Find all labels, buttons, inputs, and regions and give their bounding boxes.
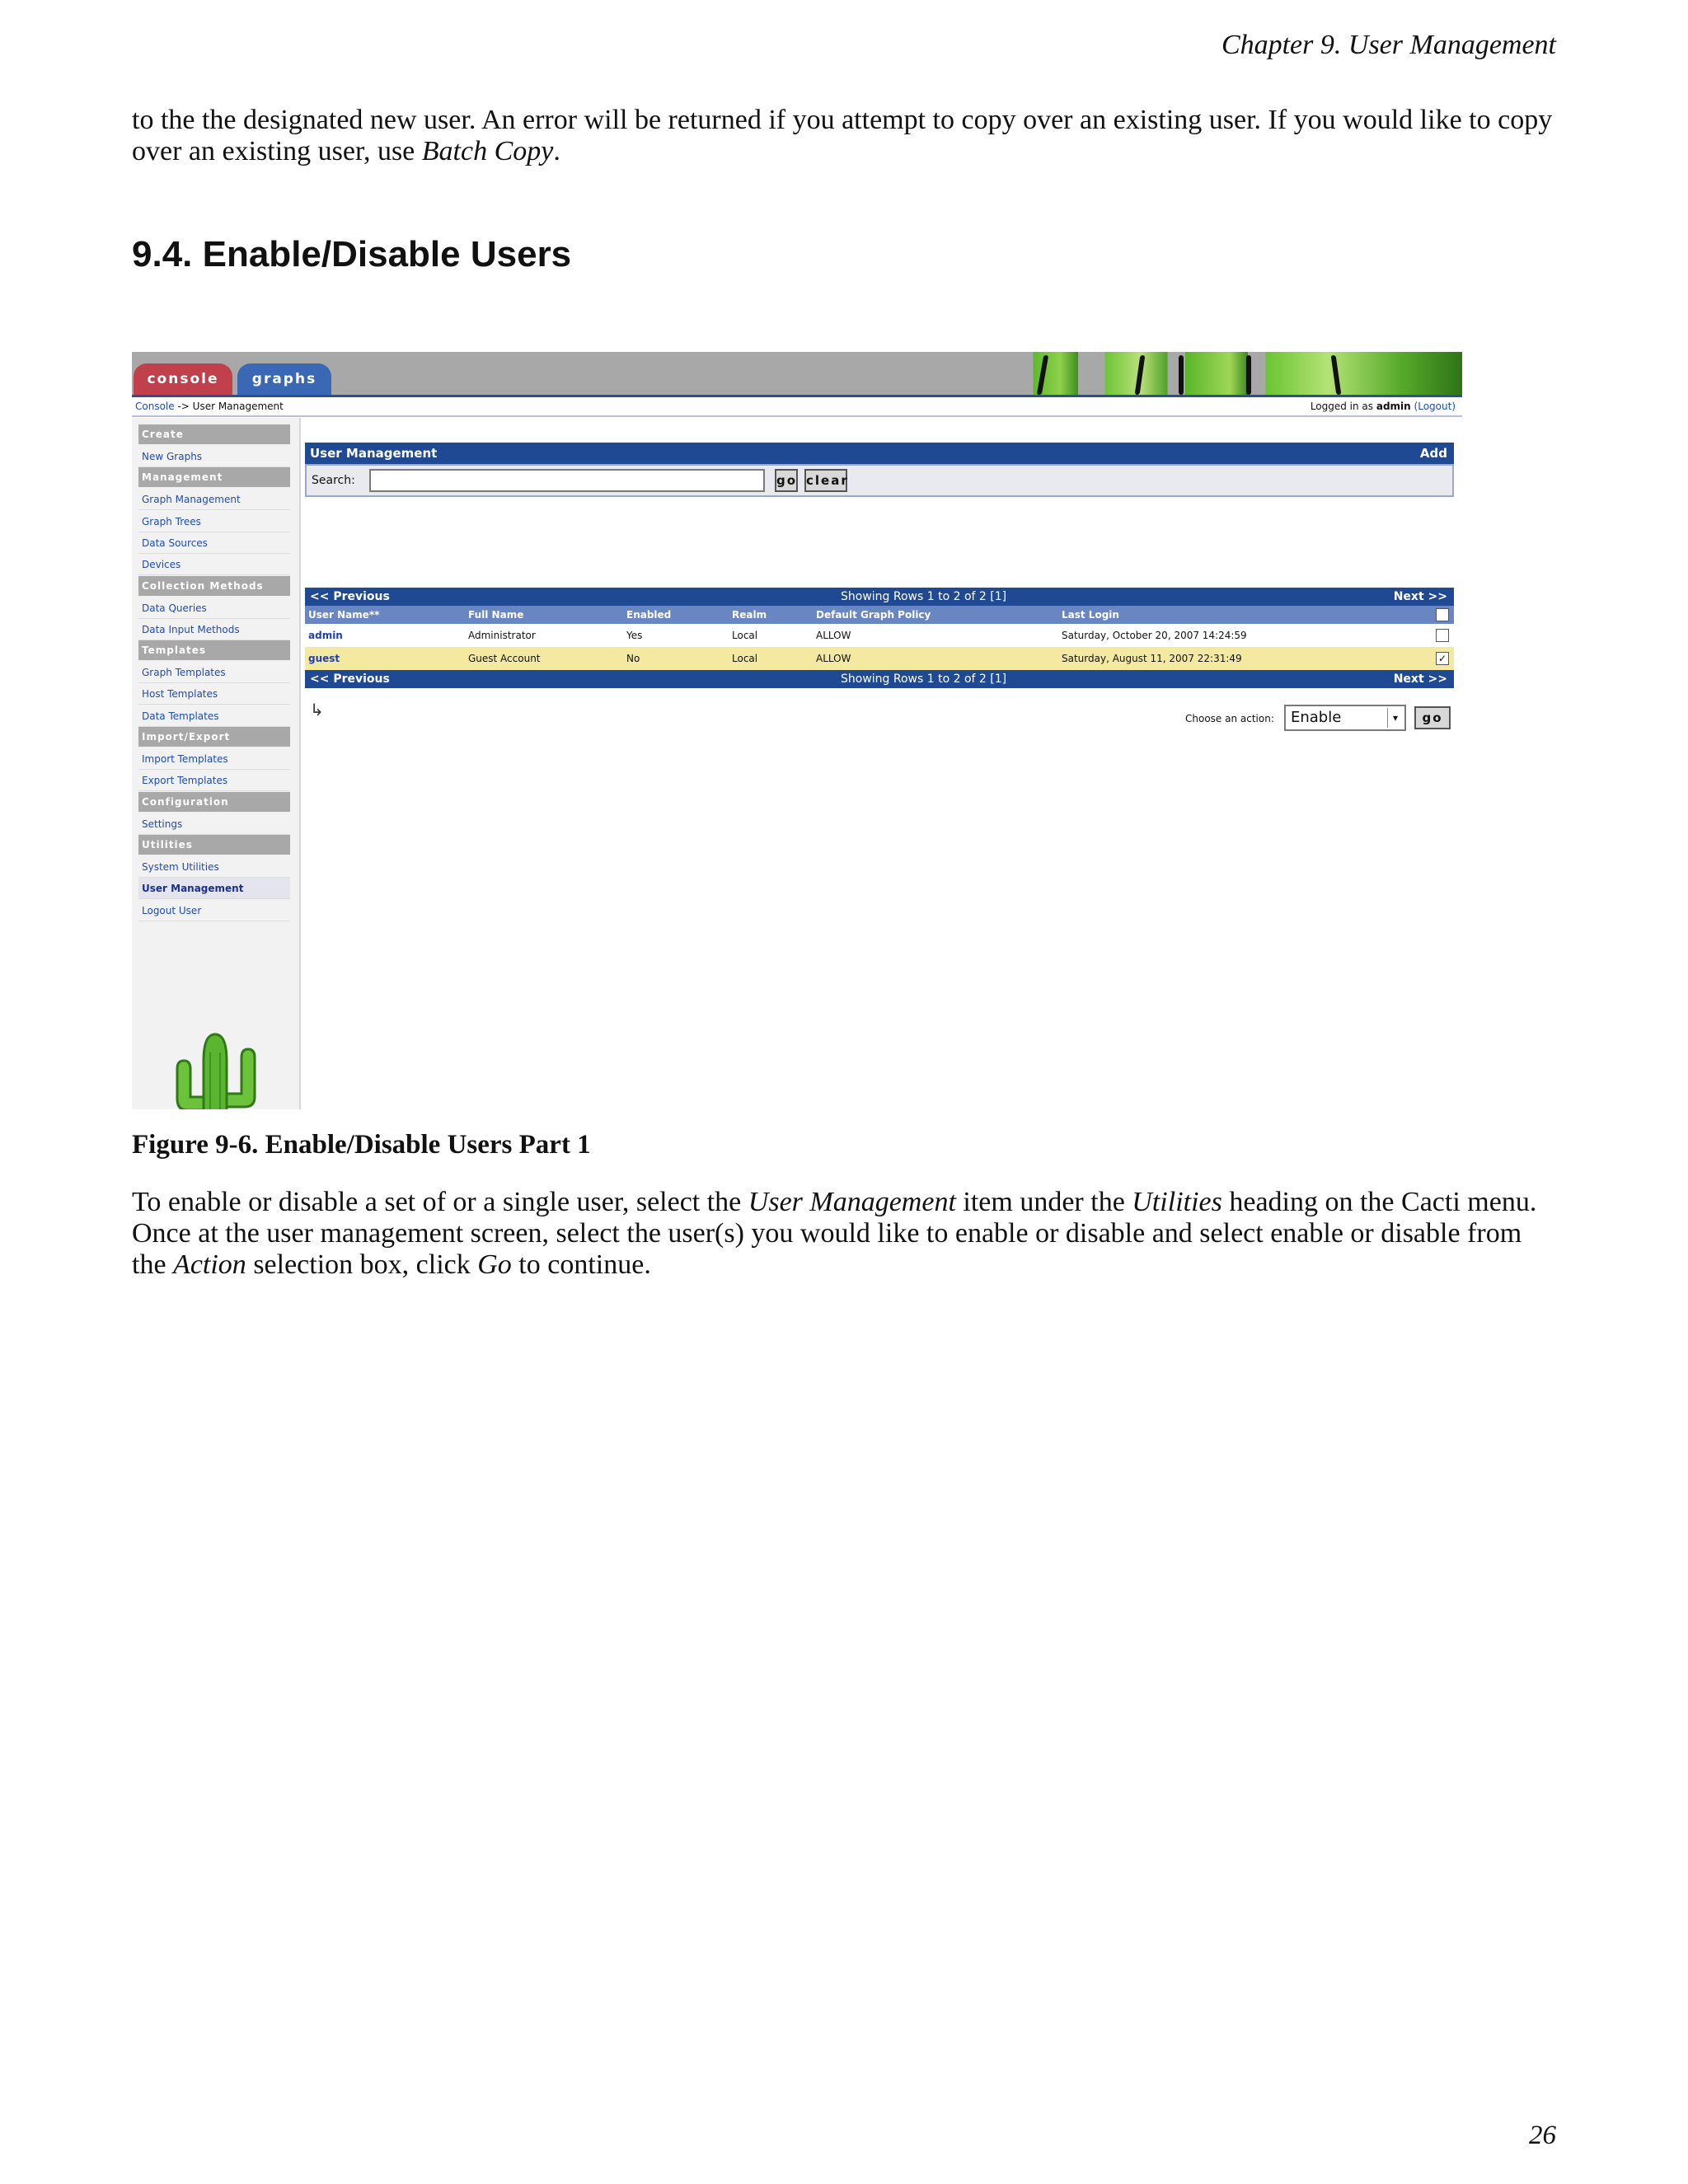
previous-link[interactable]: << Previous <box>310 673 390 686</box>
return-arrow-icon: ↳ <box>310 700 324 719</box>
sidebar-item[interactable]: Host Templates <box>138 683 290 705</box>
enabled-value: Yes <box>626 630 643 641</box>
sidebar-item[interactable]: Graph Management <box>138 489 290 510</box>
sidebar-item[interactable]: Export Templates <box>138 770 290 791</box>
sidebar-item[interactable]: Import Templates <box>138 748 290 770</box>
table-row <box>305 624 1454 647</box>
pagination-top <box>305 588 1454 606</box>
sidebar-item[interactable]: Devices <box>138 554 290 575</box>
instruction-paragraph <box>132 1187 1556 1281</box>
text: . <box>553 136 560 166</box>
sidebar-item[interactable]: User Management <box>138 878 290 899</box>
sidebar-heading: Configuration <box>138 792 290 812</box>
banner-stroke <box>1179 355 1184 395</box>
tab-console[interactable]: console <box>134 363 232 395</box>
login-prefix: Logged in as <box>1310 401 1376 412</box>
breadcrumb <box>132 397 1462 415</box>
emphasis: User Management <box>748 1187 956 1217</box>
cactus-banner-logo <box>1015 352 1462 395</box>
sidebar-heading: Create <box>138 424 290 444</box>
figure-caption: Figure 9-6. Enable/Disable Users Part 1 <box>132 1130 591 1160</box>
cacti-screenshot-figure <box>132 352 1462 1109</box>
emphasis: Go <box>477 1249 512 1280</box>
chevron-down-icon: ▾ <box>1387 708 1403 728</box>
user-name-link[interactable]: admin <box>308 630 343 641</box>
column-header[interactable]: User Name** <box>308 609 380 621</box>
page-number: 26 <box>1529 2121 1556 2150</box>
sidebar-item[interactable]: Data Input Methods <box>138 619 290 640</box>
action-go-button[interactable]: go <box>1414 706 1451 729</box>
sidebar-item[interactable]: New Graphs <box>138 446 290 467</box>
rows-info: Showing Rows 1 to 2 of 2 [1] <box>841 590 1007 603</box>
search-clear-button[interactable]: clear <box>804 469 847 492</box>
realm-value: Local <box>732 630 758 641</box>
sidebar-item[interactable]: Data Queries <box>138 598 290 619</box>
section-title: 9.4. Enable/Disable Users <box>132 234 572 274</box>
search-go-button[interactable]: go <box>775 469 798 492</box>
breadcrumb-console-link[interactable]: Console <box>135 401 175 412</box>
panel-title: User Management <box>310 446 438 461</box>
pagination-bottom <box>305 670 1454 688</box>
full-name: Administrator <box>468 630 536 641</box>
last-login-value: Saturday, October 20, 2007 14:24:59 <box>1062 630 1247 641</box>
banner-stroke <box>1246 355 1251 395</box>
next-link[interactable]: Next >> <box>1393 673 1447 686</box>
table-row <box>305 647 1454 670</box>
breadcrumb-path <box>135 397 284 415</box>
full-name: Guest Account <box>468 653 541 664</box>
enabled-value: No <box>626 653 640 664</box>
tab-graphs[interactable]: graphs <box>237 363 331 395</box>
sidebar-menu <box>132 418 301 1109</box>
emphasis: Batch Copy <box>421 136 554 166</box>
policy-value: ALLOW <box>816 653 851 664</box>
banner-stroke <box>1331 355 1342 395</box>
intro-paragraph <box>132 105 1556 167</box>
rows-info: Showing Rows 1 to 2 of 2 [1] <box>841 673 1007 686</box>
breadcrumb-divider <box>132 415 1462 417</box>
column-header[interactable]: Realm <box>732 609 767 621</box>
sidebar-item[interactable]: Graph Templates <box>138 662 290 683</box>
realm-value: Local <box>732 653 758 664</box>
column-header[interactable]: Last Login <box>1062 609 1119 621</box>
sidebar-heading: Templates <box>138 640 290 660</box>
login-user: admin <box>1376 401 1411 412</box>
main-content <box>305 418 1462 1109</box>
banner-stroke <box>1135 355 1146 395</box>
sidebar-item[interactable]: Logout User <box>138 900 290 921</box>
text: to continue. <box>511 1249 651 1280</box>
action-label: Choose an action: <box>1185 713 1274 724</box>
sidebar-item[interactable]: Settings <box>138 813 290 835</box>
column-header[interactable]: Default Graph Policy <box>816 609 931 621</box>
action-select[interactable] <box>1284 705 1406 731</box>
search-input[interactable] <box>369 469 765 492</box>
previous-link[interactable]: << Previous <box>310 590 390 603</box>
sidebar-item[interactable]: System Utilities <box>138 856 290 878</box>
running-head: Chapter 9. User Management <box>1221 30 1556 60</box>
add-user-link[interactable]: Add <box>1419 446 1447 461</box>
sidebar-heading: Utilities <box>138 835 290 855</box>
next-link[interactable]: Next >> <box>1393 590 1447 603</box>
table-header <box>305 606 1454 624</box>
user-name-link[interactable]: guest <box>308 653 340 664</box>
search-label: Search: <box>312 474 355 487</box>
select-all-checkbox[interactable] <box>1436 608 1449 621</box>
last-login-value: Saturday, August 11, 2007 22:31:49 <box>1062 653 1242 664</box>
sidebar-item[interactable]: Data Templates <box>138 705 290 727</box>
text: item under the <box>955 1187 1132 1217</box>
column-header[interactable]: Full Name <box>468 609 524 621</box>
emphasis: Utilities <box>1132 1187 1222 1217</box>
sidebar-item[interactable]: Graph Trees <box>138 511 290 532</box>
sidebar-heading: Collection Methods <box>138 576 290 596</box>
cactus-logo-icon <box>169 1028 261 1109</box>
breadcrumb-current: -> User Management <box>174 401 284 412</box>
banner-stroke <box>1037 355 1048 395</box>
text: selection box, click <box>246 1249 478 1280</box>
text: To enable or disable a set of or a single user, select the <box>132 1187 748 1217</box>
sidebar-heading: Import/Export <box>138 727 290 747</box>
text: to the the designated new user. An error will be returned if you attempt to copy over an existing user. If you would like to copy over an existing user, use <box>132 105 1553 166</box>
text: heading on the Cacti menu. Once at the user management screen, select the user(s) you would like to enable or disable and select enable or disable from the <box>132 1187 1537 1280</box>
emphasis: Action <box>173 1249 246 1280</box>
login-status <box>1311 397 1456 415</box>
sidebar-item[interactable]: Data Sources <box>138 532 290 554</box>
panel-header <box>305 443 1454 464</box>
search-bar <box>305 464 1454 497</box>
column-header[interactable]: Enabled <box>626 609 672 621</box>
policy-value: ALLOW <box>816 630 851 641</box>
logout-link[interactable]: (Logout) <box>1414 401 1456 412</box>
row-checkbox-checked[interactable]: ✓ <box>1436 652 1449 665</box>
row-checkbox[interactable] <box>1436 629 1449 642</box>
sidebar-heading: Management <box>138 467 290 487</box>
action-selected-value: Enable <box>1291 709 1342 726</box>
